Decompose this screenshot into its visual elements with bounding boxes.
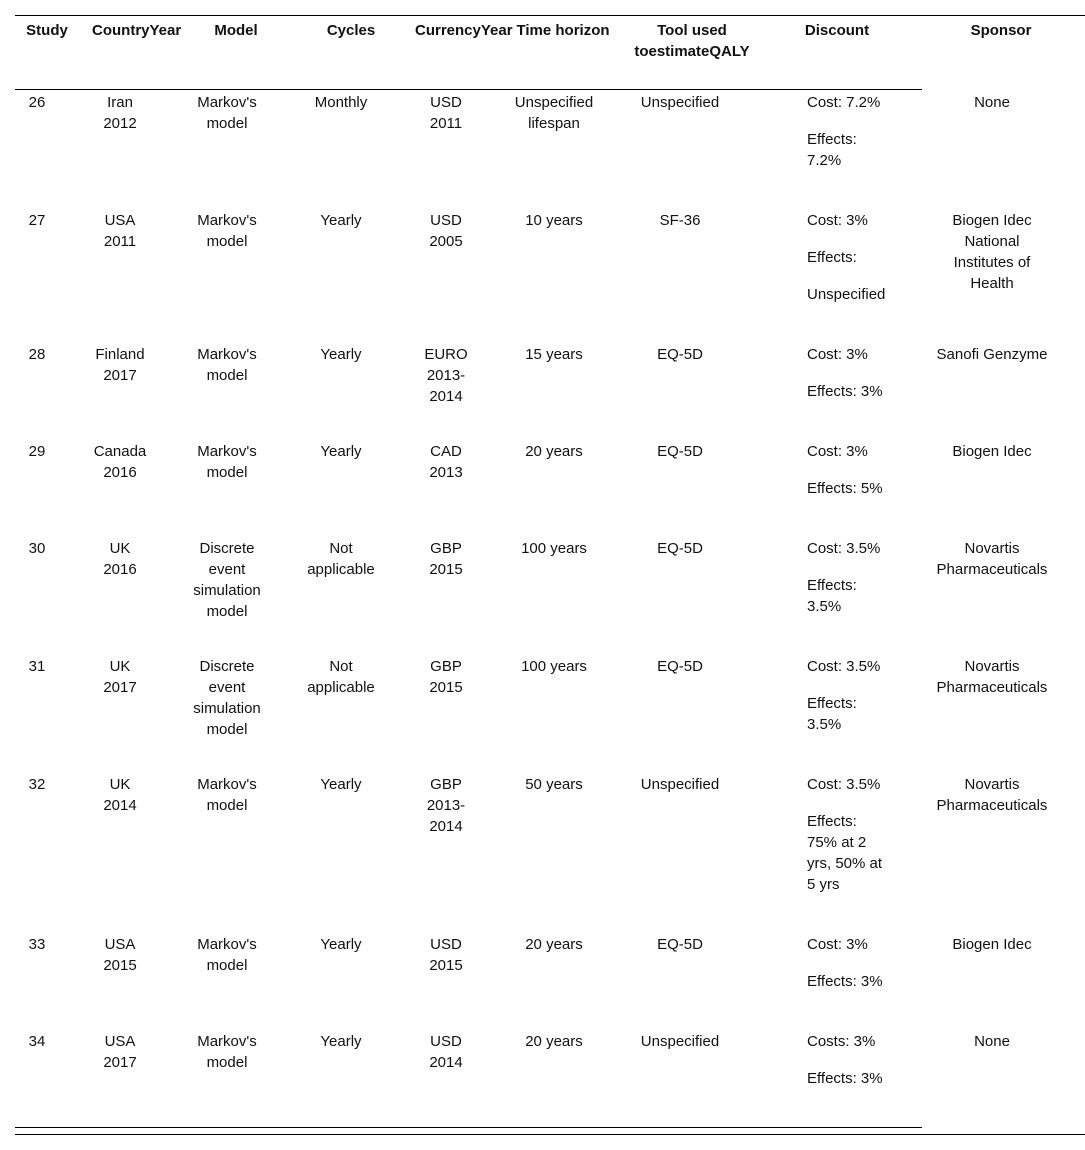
cell-horizon xyxy=(498,538,610,559)
discount-effects: Effects: xyxy=(807,813,857,830)
cell-sponsor xyxy=(922,344,1062,365)
cell-sponsor xyxy=(922,1031,1062,1052)
cell-horizon-line: 15 years xyxy=(525,346,583,363)
cell-horizon-line: lifespan xyxy=(528,115,580,132)
cell-country-line: UK xyxy=(109,658,131,675)
cell-discount xyxy=(807,538,907,617)
cell-sponsor-line: Novartis xyxy=(964,776,1020,793)
cell-sponsor xyxy=(922,92,1062,113)
cell-model xyxy=(182,538,272,622)
discount-effects: yrs, 50% at xyxy=(807,855,883,872)
discount-effects: 7.2% xyxy=(807,152,842,169)
cell-discount xyxy=(807,934,907,992)
cell-horizon xyxy=(498,441,610,462)
cell-horizon xyxy=(498,1031,610,1052)
cell-horizon xyxy=(498,92,610,134)
cell-cycles xyxy=(295,1031,387,1052)
header-horizon xyxy=(508,20,618,41)
cell-sponsor-line: Novartis xyxy=(964,658,1020,675)
cell-study: 26 xyxy=(28,94,46,111)
cell-model xyxy=(182,344,272,386)
discount-effects: Effects: xyxy=(807,577,857,594)
cell-model xyxy=(182,934,272,976)
cell-currency-line: 2015 xyxy=(429,561,463,578)
header-model xyxy=(196,20,276,41)
cell-model-line: Discrete xyxy=(199,540,255,557)
cell-study: 30 xyxy=(28,540,46,557)
cell-country-line: 2014 xyxy=(103,797,137,814)
cell-tool xyxy=(620,1031,740,1052)
cell-country-line: UK xyxy=(109,776,131,793)
cell-currency xyxy=(410,92,482,134)
discount-effects: Effects: 3% xyxy=(807,973,883,990)
cell-sponsor-line: Biogen Idec xyxy=(952,212,1032,229)
cell-country-line: 2017 xyxy=(103,367,137,384)
cell-tool-line: EQ-5D xyxy=(657,540,703,557)
cell-currency xyxy=(410,774,482,837)
header-tool-line: Tool used to xyxy=(634,22,727,60)
cell-study: 29 xyxy=(28,443,46,460)
cell-currency-line: USD xyxy=(430,936,462,953)
header-study xyxy=(16,20,78,41)
cell-model-line: model xyxy=(206,1054,248,1071)
header-currency-line: Currency xyxy=(415,22,481,39)
cell-model-line: model xyxy=(206,957,248,974)
cell-study: 27 xyxy=(28,212,46,229)
cell-tool-line: Unspecified xyxy=(640,776,720,793)
cell-tool xyxy=(620,774,740,795)
discount-cost: Cost: 3% xyxy=(807,936,868,953)
discount-effects: 3.5% xyxy=(807,598,842,615)
cell-horizon-line: 20 years xyxy=(525,936,583,953)
cell-model-line: simulation xyxy=(193,582,261,599)
cell-study: 34 xyxy=(28,1033,46,1050)
header-country xyxy=(92,20,182,41)
cell-model-line: event xyxy=(208,561,246,578)
cell-tool-line: EQ-5D xyxy=(657,936,703,953)
cell-currency-line: 2011 xyxy=(429,115,463,132)
cell-model-line: model xyxy=(206,233,248,250)
cell-currency-line: 2013- xyxy=(426,367,466,384)
cell-tool-line: Unspecified xyxy=(640,94,720,111)
cell-country xyxy=(85,656,155,698)
cell-model-line: Markov's xyxy=(197,936,257,953)
cell-currency-line: GBP xyxy=(430,658,462,675)
cell-country-line: Iran xyxy=(107,94,133,111)
cell-cycles-line: Yearly xyxy=(320,212,362,229)
cell-sponsor xyxy=(922,774,1062,816)
cell-tool-line: EQ-5D xyxy=(657,443,703,460)
discount-effects: Effects: xyxy=(807,695,857,712)
cell-sponsor-line: Pharmaceuticals xyxy=(936,561,1048,578)
cell-cycles xyxy=(295,538,387,580)
cell-country-line: Canada xyxy=(93,443,147,460)
cell-sponsor-line: Pharmaceuticals xyxy=(936,797,1048,814)
cell-currency xyxy=(410,441,482,483)
cell-currency-line: 2014 xyxy=(429,388,463,405)
cell-country-line: 2011 xyxy=(103,233,137,250)
cell-cycles xyxy=(295,344,387,365)
cell-model-line: Markov's xyxy=(197,346,257,363)
cell-discount xyxy=(807,92,907,171)
discount-cost: Costs: 3% xyxy=(807,1033,876,1050)
header-rule xyxy=(15,89,922,90)
cell-country-line: USA xyxy=(104,1033,136,1050)
cell-currency-line: 2015 xyxy=(429,957,463,974)
discount-effects: 5 yrs xyxy=(807,876,840,893)
cell-cycles-line: Not xyxy=(329,540,353,557)
cell-sponsor-line: Novartis xyxy=(964,540,1020,557)
discount-effects: Unspecified xyxy=(807,286,886,303)
cell-model-line: Markov's xyxy=(197,776,257,793)
cell-tool xyxy=(620,92,740,113)
cell-tool xyxy=(620,934,740,955)
discount-effects: Effects: xyxy=(807,131,857,148)
cell-sponsor-line: Institutes of xyxy=(953,254,1031,271)
cell-model-line: simulation xyxy=(193,700,261,717)
cell-model-line: Markov's xyxy=(197,1033,257,1050)
cell-country-line: 2016 xyxy=(103,464,137,481)
cell-discount xyxy=(807,1031,907,1089)
discount-effects: Effects: 3% xyxy=(807,383,883,400)
cell-study: 28 xyxy=(28,346,46,363)
cell-horizon xyxy=(498,656,610,677)
cell-horizon-line: 100 years xyxy=(521,658,587,675)
cell-country-line: UK xyxy=(109,540,131,557)
cell-cycles-line: Yearly xyxy=(320,443,362,460)
cell-tool xyxy=(620,210,740,231)
cell-cycles-line: Yearly xyxy=(320,1033,362,1050)
cell-currency xyxy=(410,934,482,976)
cell-country-line: USA xyxy=(104,936,136,953)
cell-cycles xyxy=(295,934,387,955)
cell-country-line: 2015 xyxy=(103,957,137,974)
cell-tool-line: Unspecified xyxy=(640,1033,720,1050)
cell-horizon-line: 10 years xyxy=(525,212,583,229)
cell-study: 31 xyxy=(28,658,46,675)
cell-country xyxy=(85,934,155,976)
cell-horizon xyxy=(498,344,610,365)
cell-currency-line: GBP xyxy=(430,540,462,557)
cell-sponsor-line: None xyxy=(974,94,1010,111)
cell-model xyxy=(182,656,272,740)
cell-tool-line: EQ-5D xyxy=(657,346,703,363)
cell-currency-line: 2013 xyxy=(429,464,463,481)
cell-cycles xyxy=(295,774,387,795)
cell-currency-line: USD xyxy=(430,1033,462,1050)
cell-currency-line: 2014 xyxy=(429,818,463,835)
cell-study: 32 xyxy=(28,776,46,793)
bottom-rule-full xyxy=(15,1134,1085,1135)
cell-model-line: Discrete xyxy=(199,658,255,675)
cell-country-line: Finland xyxy=(95,346,145,363)
cell-currency-line: USD xyxy=(430,94,462,111)
cell-currency-line: 2005 xyxy=(429,233,463,250)
header-cycles xyxy=(310,20,392,41)
header-currency-line: Year xyxy=(480,22,513,39)
cell-cycles xyxy=(295,656,387,698)
cell-currency-line: GBP xyxy=(430,776,462,793)
cell-cycles-line: applicable xyxy=(307,679,375,696)
cell-country xyxy=(85,92,155,134)
cell-sponsor xyxy=(922,441,1062,462)
cell-currency-line: 2013- xyxy=(426,797,466,814)
cell-horizon-line: 20 years xyxy=(525,1033,583,1050)
cell-discount xyxy=(807,344,907,402)
cell-model-line: model xyxy=(206,115,248,132)
cell-sponsor-line: Health xyxy=(970,275,1014,292)
cell-sponsor-line: National xyxy=(964,233,1020,250)
cell-sponsor-line: Sanofi Genzyme xyxy=(936,346,1048,363)
header-country-line: Country xyxy=(92,22,150,39)
cell-sponsor-line: Pharmaceuticals xyxy=(936,679,1048,696)
cell-currency-line: USD xyxy=(430,212,462,229)
discount-effects: 75% at 2 xyxy=(807,834,867,851)
cell-model xyxy=(182,441,272,483)
cell-cycles xyxy=(295,441,387,462)
cell-model xyxy=(182,1031,272,1073)
cell-model-line: model xyxy=(206,721,248,738)
header-tool xyxy=(626,20,758,62)
header-discount-line: Discount xyxy=(804,22,870,39)
header-tool-line: QALY xyxy=(709,43,750,60)
cell-sponsor-line: None xyxy=(974,1033,1010,1050)
cell-country-line: 2016 xyxy=(103,561,137,578)
cell-discount xyxy=(807,441,907,499)
discount-cost: Cost: 3.5% xyxy=(807,658,881,675)
cell-horizon-line: Unspecified xyxy=(514,94,594,111)
cell-sponsor xyxy=(922,934,1062,955)
cell-currency xyxy=(410,344,482,407)
cell-country-line: 2012 xyxy=(103,115,137,132)
cell-cycles-line: Yearly xyxy=(320,776,362,793)
cell-country xyxy=(85,344,155,386)
cell-model xyxy=(182,92,272,134)
cell-sponsor-line: Biogen Idec xyxy=(952,936,1032,953)
header-cycles-line: Cycles xyxy=(326,22,376,39)
cell-cycles-line: Monthly xyxy=(314,94,368,111)
cell-currency xyxy=(410,210,482,252)
cell-country-line: 2017 xyxy=(103,1054,137,1071)
cell-study: 33 xyxy=(28,936,46,953)
cell-model xyxy=(182,210,272,252)
cell-currency-line: CAD xyxy=(430,443,462,460)
cell-country xyxy=(85,210,155,252)
cell-horizon-line: 20 years xyxy=(525,443,583,460)
cell-horizon xyxy=(498,774,610,795)
cell-model-line: model xyxy=(206,603,248,620)
cell-tool xyxy=(620,538,740,559)
cell-cycles xyxy=(295,210,387,231)
cell-sponsor xyxy=(922,656,1062,698)
header-study-line: Study xyxy=(26,22,68,39)
cell-country xyxy=(85,774,155,816)
cell-sponsor xyxy=(922,210,1062,294)
cell-horizon-line: 50 years xyxy=(525,776,583,793)
discount-effects: Effects: 3% xyxy=(807,1070,883,1087)
cell-currency-line: 2015 xyxy=(429,679,463,696)
cell-currency xyxy=(410,656,482,698)
cell-sponsor-line: Biogen Idec xyxy=(952,443,1032,460)
header-sponsor xyxy=(930,20,1072,41)
cell-horizon xyxy=(498,210,610,231)
cell-horizon-line: 100 years xyxy=(521,540,587,557)
cell-tool-line: SF-36 xyxy=(659,212,701,229)
cell-model xyxy=(182,774,272,816)
header-country-line: Year xyxy=(149,22,182,39)
discount-effects: Effects: xyxy=(807,249,857,266)
cell-country xyxy=(85,1031,155,1073)
cell-cycles-line: applicable xyxy=(307,561,375,578)
cell-country xyxy=(85,441,155,483)
header-tool-line: estimate xyxy=(648,43,710,60)
cell-tool xyxy=(620,344,740,365)
cell-country-line: USA xyxy=(104,212,136,229)
discount-cost: Cost: 7.2% xyxy=(807,94,881,111)
cell-model-line: model xyxy=(206,464,248,481)
cell-tool-line: EQ-5D xyxy=(657,658,703,675)
discount-cost: Cost: 3% xyxy=(807,443,868,460)
cell-discount xyxy=(807,774,907,895)
cell-country-line: 2017 xyxy=(103,679,137,696)
cell-currency xyxy=(410,1031,482,1073)
discount-effects: Effects: 5% xyxy=(807,480,883,497)
cell-cycles-line: Yearly xyxy=(320,936,362,953)
top-rule xyxy=(15,15,1085,16)
cell-model-line: Markov's xyxy=(197,94,257,111)
cell-country xyxy=(85,538,155,580)
bottom-rule xyxy=(15,1127,922,1128)
discount-cost: Cost: 3.5% xyxy=(807,540,881,557)
discount-cost: Cost: 3% xyxy=(807,346,868,363)
cell-cycles-line: Not xyxy=(329,658,353,675)
cell-model-line: model xyxy=(206,367,248,384)
cell-currency-line: EURO xyxy=(424,346,468,363)
header-currency xyxy=(415,20,513,41)
cell-model-line: Markov's xyxy=(197,443,257,460)
header-model-line: Model xyxy=(214,22,258,39)
cell-tool xyxy=(620,656,740,677)
header-sponsor-line: Sponsor xyxy=(970,22,1032,39)
cell-model-line: model xyxy=(206,797,248,814)
cell-discount xyxy=(807,210,907,305)
cell-currency-line: 2014 xyxy=(429,1054,463,1071)
cell-discount xyxy=(807,656,907,735)
header-horizon-line: Time horizon xyxy=(516,22,610,39)
cell-horizon xyxy=(498,934,610,955)
discount-cost: Cost: 3.5% xyxy=(807,776,881,793)
discount-cost: Cost: 3% xyxy=(807,212,868,229)
cell-currency xyxy=(410,538,482,580)
cell-tool xyxy=(620,441,740,462)
cell-cycles xyxy=(295,92,387,113)
header-discount xyxy=(782,20,892,41)
cell-sponsor xyxy=(922,538,1062,580)
cell-model-line: Markov's xyxy=(197,212,257,229)
discount-effects: 3.5% xyxy=(807,716,842,733)
cell-model-line: event xyxy=(208,679,246,696)
cell-cycles-line: Yearly xyxy=(320,346,362,363)
